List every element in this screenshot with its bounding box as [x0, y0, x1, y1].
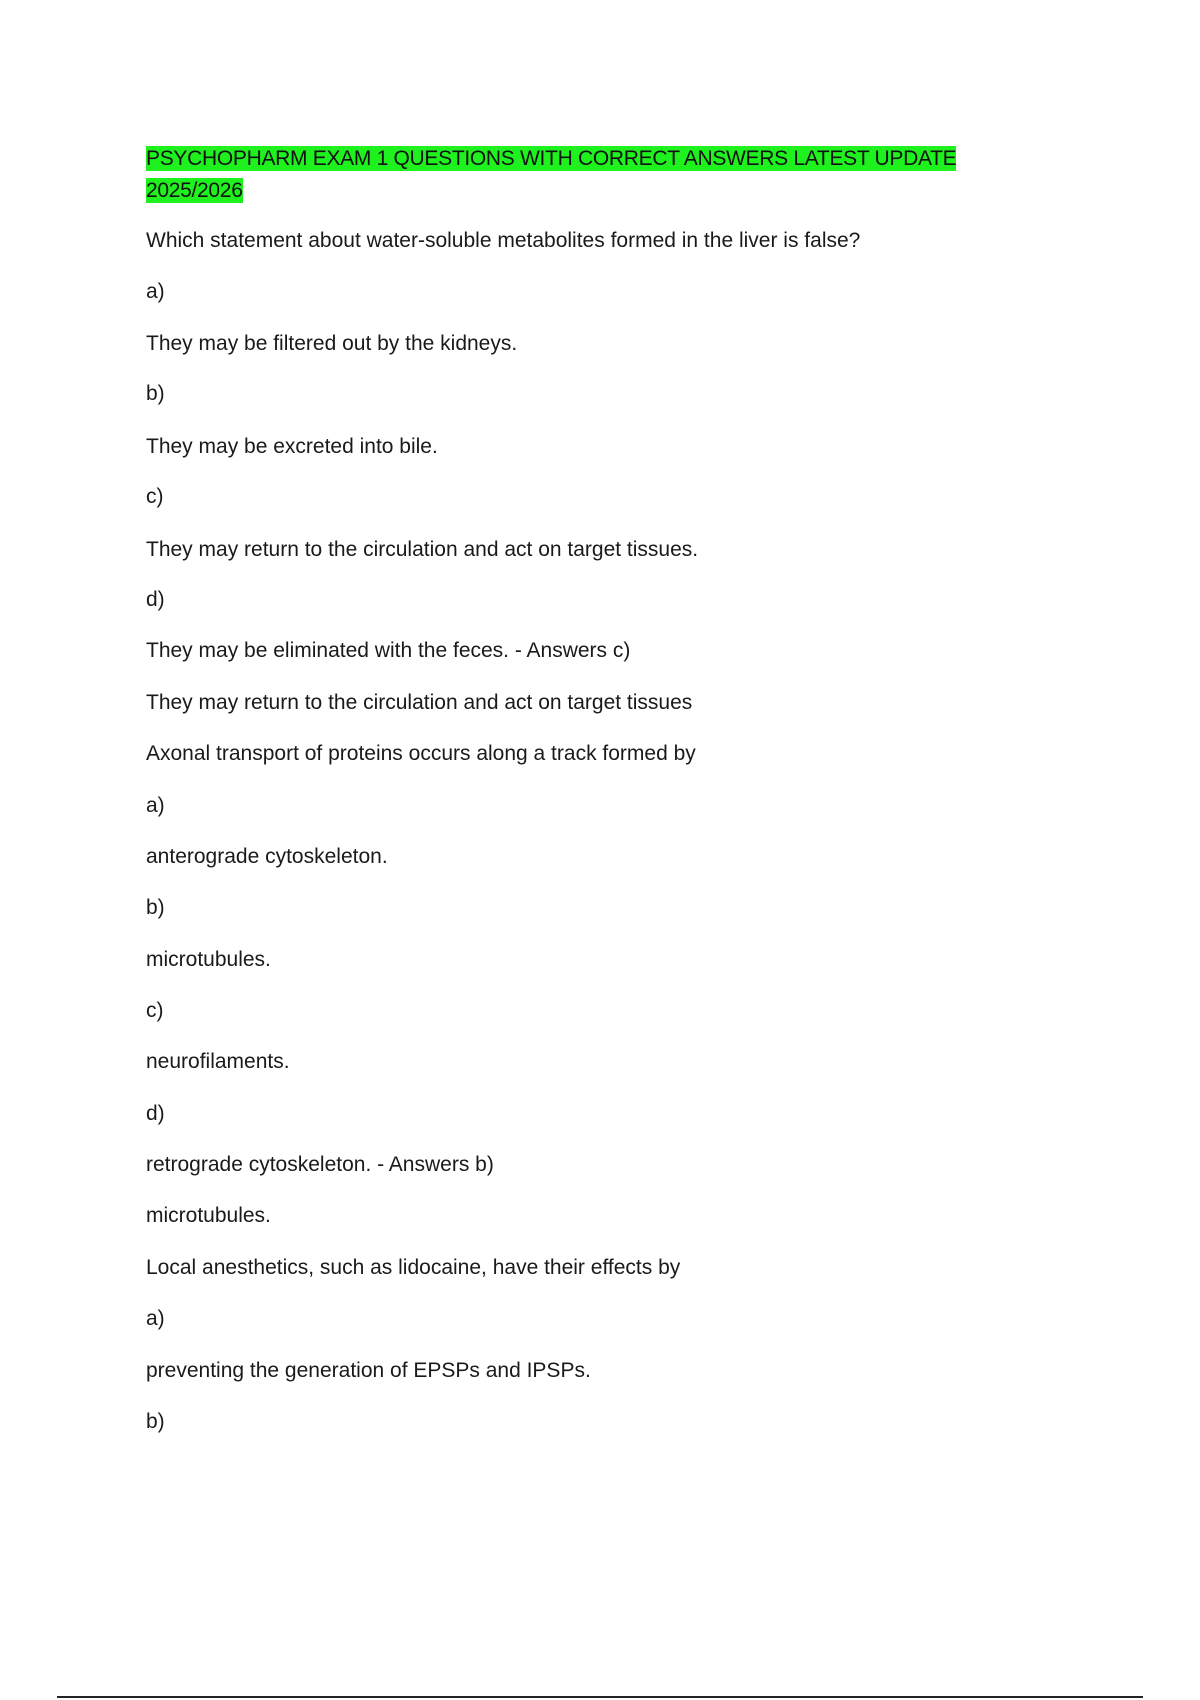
answer-text: microtubules.: [146, 1204, 271, 1227]
document-title: [146, 143, 996, 207]
option-text-with-answer: retrograde cytoskeleton. - Answers b): [146, 1153, 494, 1176]
option-label: b): [146, 1410, 165, 1433]
question-3-stem: Local anesthetics, such as lidocaine, have their effects by: [146, 1256, 681, 1279]
option-text-with-answer: They may be eliminated with the feces. - Answers c): [146, 639, 631, 662]
question-2-stem: Axonal transport of proteins occurs along a track formed by: [146, 742, 696, 765]
title-highlight: PSYCHOPHARM EXAM 1 QUESTIONS WITH CORRECT ANSWERS LATEST UPDATE 2025/2026: [146, 147, 957, 202]
option-label: b): [146, 382, 165, 405]
question-1-stem: Which statement about water-soluble metabolites formed in the liver is false?: [146, 229, 861, 252]
page-bottom-rule: [57, 1696, 1143, 1698]
option-text: They may be filtered out by the kidneys.: [146, 332, 518, 355]
option-text: They may be excreted into bile.: [146, 435, 438, 458]
option-label: c): [146, 485, 164, 508]
option-label: a): [146, 280, 165, 303]
option-label: a): [146, 794, 165, 817]
option-label: c): [146, 999, 164, 1022]
option-text: preventing the generation of EPSPs and IPSPs.: [146, 1359, 591, 1382]
option-text: microtubules.: [146, 948, 271, 971]
option-label: d): [146, 588, 165, 611]
option-text: neurofilaments.: [146, 1050, 290, 1073]
answer-text: They may return to the circulation and act on target tissues: [146, 691, 693, 714]
option-text: anterograde cytoskeleton.: [146, 845, 388, 868]
option-label: d): [146, 1102, 165, 1125]
option-text: They may return to the circulation and act on target tissues.: [146, 538, 699, 561]
option-label: b): [146, 896, 165, 919]
option-label: a): [146, 1307, 165, 1330]
